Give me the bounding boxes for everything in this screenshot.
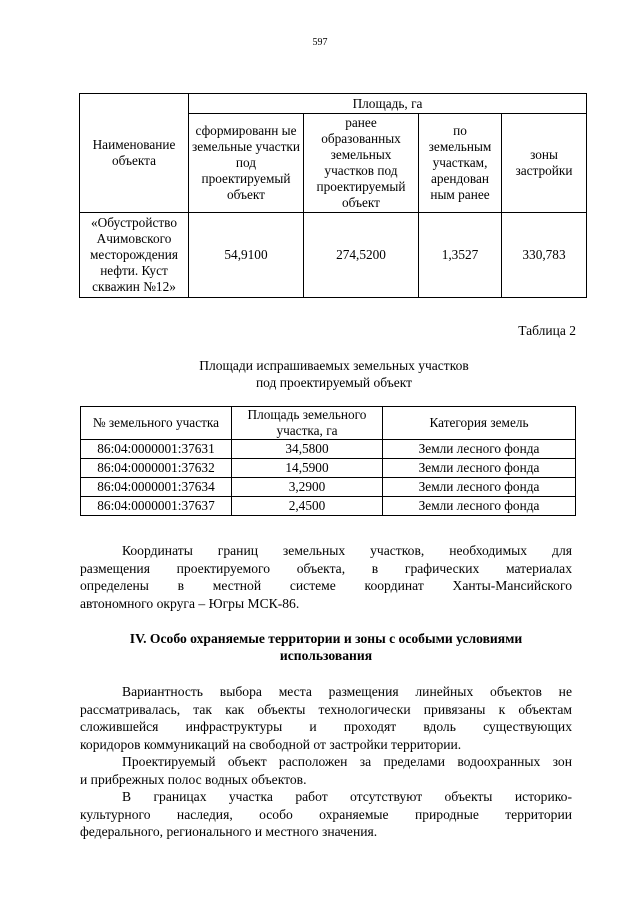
value-cell: 54,9100	[189, 213, 304, 298]
value-cell: 330,783	[502, 213, 587, 298]
page-number: 597	[312, 37, 328, 48]
text-line: размещения проектируемого объекта, в графических материалах	[80, 560, 572, 576]
table-row	[81, 440, 576, 459]
text-line: Вариантность выбора места размещения линейных объектов не	[122, 684, 572, 699]
object-name-cell: «Обустройство Ачимовского месторождения нефти. Куст скважин №12»	[80, 213, 189, 298]
land-category-cell: Земли лесного фонда	[383, 440, 576, 459]
table-row	[81, 497, 576, 516]
header-plot-number: № земельного участка	[81, 407, 232, 440]
text-line: федерального, регионального и местного значения.	[80, 824, 378, 839]
paragraph-variant	[80, 683, 572, 753]
text-line: коридоров коммуникаций на свободной от застройки территории.	[80, 736, 462, 752]
plot-number-cell: 86:04:0000001:37631	[81, 440, 232, 459]
text-line: Координаты границ земельных участков, необходимых для	[122, 543, 572, 558]
table-row	[80, 213, 587, 298]
value-cell: 274,5200	[304, 213, 419, 298]
text-line: определены в местной системе координат Ханты-Мансийского	[80, 578, 572, 593]
plot-number-cell: 86:04:0000001:37632	[81, 459, 232, 478]
land-category-cell: Земли лесного фонда	[383, 459, 576, 478]
plot-number-cell: 86:04:0000001:37637	[81, 497, 232, 516]
text-line: и прибрежных полос водных объектов.	[80, 771, 307, 787]
section-heading-line: IV. Особо охраняемые территории и зоны с особыми условиями	[129, 631, 523, 646]
text-line: автономного округа – Югры МСК-86.	[80, 595, 300, 611]
section-heading	[80, 630, 572, 664]
text-line: рассматривалась, так как объекты технологически привязаны к объектам	[80, 701, 572, 717]
text-line: сложившейся инфраструктуры и проходят вдоль существующих	[80, 719, 572, 734]
subheader-formed-plots: сформированн ые земельные участки под проектируемый объект	[189, 114, 304, 213]
land-category-cell: Земли лесного фонда	[383, 478, 576, 497]
paragraph-water	[80, 753, 572, 788]
text-line: Проектируемый объект расположен за пределами водоохранных зон	[122, 754, 572, 769]
section-heading-line: использования	[279, 648, 373, 663]
plot-area-cell: 34,5800	[232, 440, 383, 459]
table-row	[81, 459, 576, 478]
area-table	[79, 93, 587, 298]
header-land-category: Категория земель	[383, 407, 576, 440]
header-area: Площадь, га	[189, 94, 587, 114]
table-caption: Таблица 2	[518, 323, 576, 338]
table-title-line: Площади испрашиваемых земельных участков	[199, 358, 469, 373]
land-category-cell: Земли лесного фонда	[383, 497, 576, 516]
plots-table	[80, 406, 576, 516]
value-cell: 1,3527	[419, 213, 502, 298]
subheader-leased-plots: по земельным участкам, арендован ным ранее	[419, 114, 502, 213]
header-plot-area: Площадь земельного участка, га	[232, 407, 383, 440]
plot-area-cell: 14,5900	[232, 459, 383, 478]
plot-area-cell: 3,2900	[232, 478, 383, 497]
plot-number-cell: 86:04:0000001:37634	[81, 478, 232, 497]
table-title-line: под проектируемый объект	[255, 375, 413, 390]
header-object-name: Наименование объекта	[80, 94, 189, 213]
subheader-building-zones: зоны застройки	[502, 114, 587, 213]
text-line: культурного наследия, особо охраняемые природные территории	[80, 806, 572, 822]
plot-area-cell: 2,4500	[232, 497, 383, 516]
text-line: В границах участка работ отсутствуют объекты историко-	[122, 789, 572, 804]
table-title	[80, 357, 588, 391]
paragraph-heritage	[80, 788, 572, 841]
paragraph-coordinates	[80, 542, 572, 612]
subheader-previous-plots: ранее образованных земельных участков под проектируемый объект	[304, 114, 419, 213]
table-row	[81, 478, 576, 497]
